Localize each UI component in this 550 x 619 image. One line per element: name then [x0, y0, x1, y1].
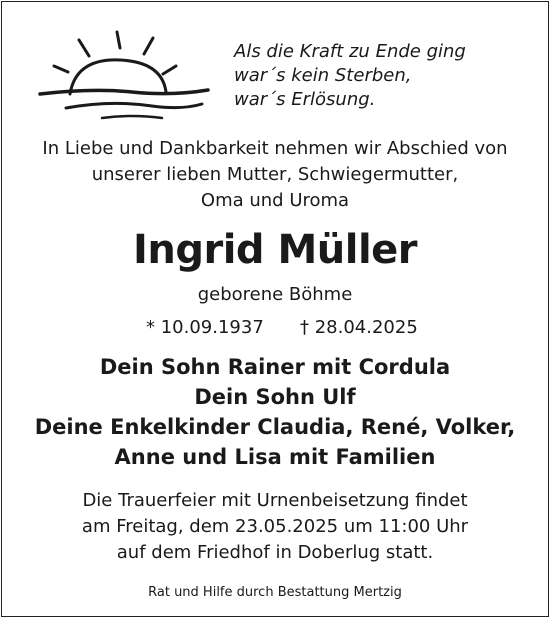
poem-line: Als die Kraft zu Ende ging [234, 41, 466, 62]
setting-sun-icon [32, 28, 212, 124]
maiden-name: geborene Böhme [197, 284, 353, 305]
ceremony-info [2, 488, 548, 566]
family-line: Deine Enkelkinder Claudia, René, Volker, [34, 415, 516, 439]
family-line: Dein Sohn Ulf [194, 385, 356, 409]
intro-line: In Liebe und Dankbarkeit nehmen wir Abschied von [42, 138, 508, 159]
ceremony-line: Die Trauerfeier mit Urnenbeisetzung findet [82, 490, 468, 511]
intro-text [2, 136, 548, 214]
death-date: † 28.04.2025 [300, 317, 418, 338]
intro-line: unserer lieben Mutter, Schwiegermutter, [91, 164, 459, 185]
poem [234, 40, 466, 112]
deceased-name: Ingrid Müller [132, 227, 418, 273]
poem-line: war´s Erlösung. [234, 89, 376, 110]
ceremony-line: am Freitag, dem 23.05.2025 um 11:00 Uhr [81, 516, 469, 537]
undertaker-credit: Rat und Hilfe durch Bestattung Mertzig [148, 585, 402, 600]
obituary-notice [1, 1, 549, 617]
birth-date: * 10.09.1937 [146, 317, 264, 338]
family-list [2, 352, 548, 472]
poem-line: war´s kein Sterben, [234, 65, 412, 86]
family-line: Anne und Lisa mit Familien [114, 445, 436, 469]
intro-line: Oma und Uroma [200, 190, 350, 211]
ceremony-line: auf dem Friedhof in Doberlug statt. [116, 542, 434, 563]
family-line: Dein Sohn Rainer mit Cordula [99, 355, 451, 379]
